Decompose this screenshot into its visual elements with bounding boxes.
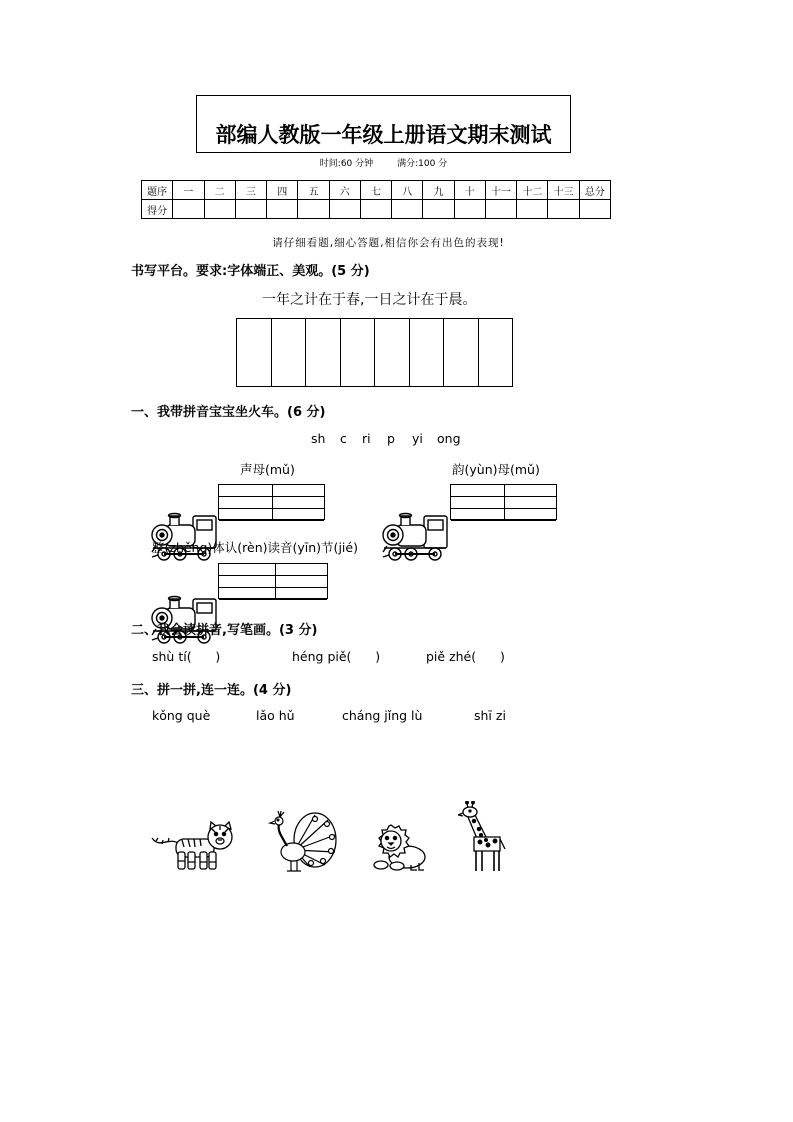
encouragement-note: 请仔细看题,细心答题,相信你会有出色的表现! [272,237,505,249]
table-cell: 五 [298,181,329,200]
score-cell [298,200,329,219]
finals-answer-grid [450,484,557,520]
writing-cell [444,319,479,386]
table-cell: 七 [360,181,391,200]
section1-heading: 一、我带拼音宝宝坐火车。(6 分) [131,405,326,420]
table-cell: 六 [329,181,360,200]
page-title: 部编人教版一年级上册语文期末测试 [215,123,552,147]
writing-cell [479,319,513,386]
table-cell: 十一 [485,181,516,200]
animal-pinyin: lǎo hǔ [256,708,295,723]
full-score: 满分:100 分 [397,159,448,169]
table-cell: 十二 [517,181,548,200]
giraffe-icon [458,763,506,911]
score-cell [548,200,579,219]
pinyin-letter: ri [362,431,371,446]
writing-heading: 书写平台。要求:字体端正、美观。(5 分) [131,264,370,279]
score-cell [485,200,516,219]
table-cell: 一 [173,181,204,200]
score-cell [454,200,485,219]
table-cell: 总分 [579,181,610,200]
writing-grid [236,318,513,387]
writing-cell [272,319,307,386]
table-cell: 十 [454,181,485,200]
whole-syllable-label: 整(zhěng)体认(rèn)读音(yīn)节(jié) [152,540,358,555]
table-cell: 四 [267,181,298,200]
animal-pinyin: kǒng què [152,708,211,723]
time-limit: 时间:60 分钟 [319,159,374,169]
title-box [196,95,571,153]
table-cell: 题序 [142,181,173,200]
stroke-item: piě zhé( ) [426,649,505,664]
score-row-label: 得分 [142,200,173,219]
score-cell [423,200,454,219]
score-table-header-row [142,181,611,200]
lion-icon [371,783,427,909]
section3-heading: 三、拼一拼,连一连。(4 分) [131,683,292,698]
score-cell [204,200,235,219]
table-cell: 九 [423,181,454,200]
score-cell [517,200,548,219]
exam-info [196,156,571,169]
score-table-score-row [142,200,611,219]
tiger-icon [150,783,234,911]
writing-sentence: 一年之计在于春,一日之计在于晨。 [262,292,477,308]
score-cell [579,200,610,219]
table-cell: 二 [204,181,235,200]
table-cell: 十三 [548,181,579,200]
table-cell: 三 [235,181,266,200]
score-cell [392,200,423,219]
finals-label: 韵(yùn)母(mǔ) [452,462,540,477]
table-cell: 八 [392,181,423,200]
peacock-icon [265,772,337,912]
whole-syllable-answer-grid [218,563,328,599]
pinyin-letter: c [340,431,347,446]
writing-cell [410,319,445,386]
writing-cell [306,319,341,386]
writing-cell [375,319,410,386]
writing-cell [341,319,376,386]
animal-pinyin: cháng jǐng lù [342,708,423,723]
score-cell [235,200,266,219]
pinyin-letter: sh [311,431,326,446]
pinyin-letter: p [387,431,395,446]
stroke-item: shù tí( ) [152,649,221,664]
score-cell [360,200,391,219]
score-table [141,180,611,219]
initials-label: 声母(mǔ) [240,462,295,477]
score-cell [329,200,360,219]
writing-cell [237,319,272,386]
initials-answer-grid [218,484,325,520]
stroke-item: héng piě( ) [292,649,381,664]
animal-pinyin: shī zi [474,708,506,723]
score-cell [173,200,204,219]
train-icon [381,474,449,600]
score-cell [267,200,298,219]
section2-heading: 二、我会读拼音,写笔画。(3 分) [131,623,318,638]
pinyin-letter: yi [412,431,423,446]
pinyin-letter: ong [437,431,461,446]
